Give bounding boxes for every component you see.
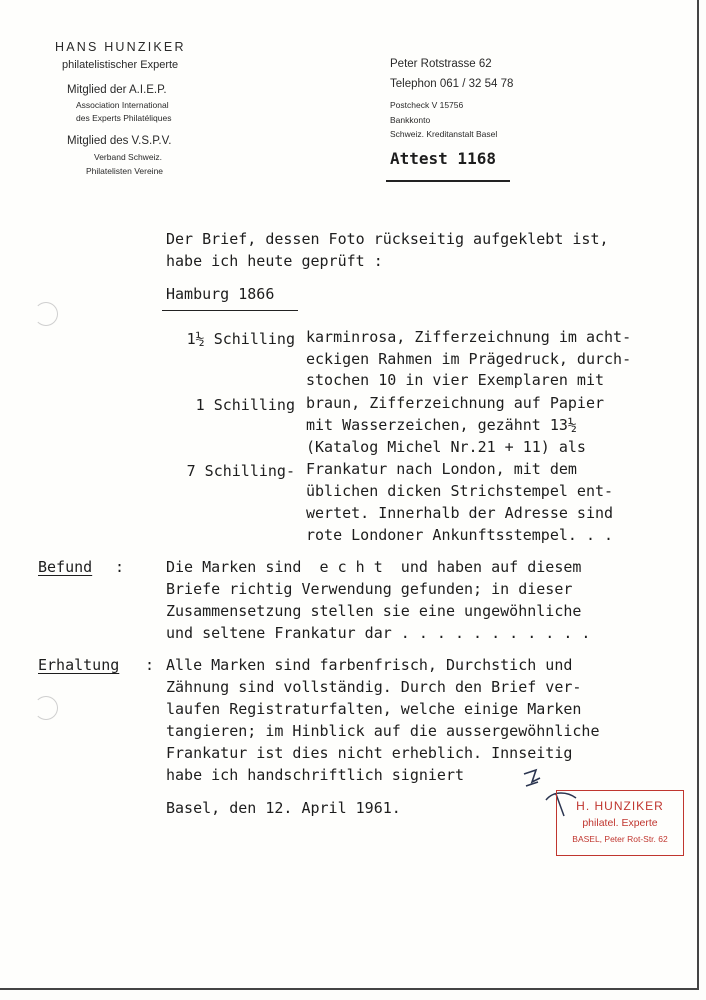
stamp-1-label: 1½ Schilling bbox=[186, 330, 295, 348]
erhaltung-line-6: habe ich handschriftlich signiert bbox=[166, 766, 465, 784]
contact-bank-label: Bankkonto bbox=[390, 115, 431, 125]
befund-line-1: Die Marken sind e c h t und haben auf diesem bbox=[166, 558, 582, 576]
date-line: Basel, den 12. April 1961. bbox=[166, 799, 401, 817]
attest-underline bbox=[386, 180, 510, 182]
stamp-3-line-2: üblichen dicken Strichstempel ent- bbox=[306, 482, 614, 500]
punch-hole-bottom bbox=[34, 696, 58, 720]
membership-vspv-sub1: Verband Schweiz. bbox=[94, 152, 163, 162]
expert-stamp bbox=[556, 790, 684, 856]
letterhead-name: HANS HUNZIKER bbox=[55, 40, 186, 54]
erhaltung-line-3: laufen Registraturfalten, welche einige Marken bbox=[166, 700, 582, 718]
stamp-1-line-3: stochen 10 in vier Exemplaren mit bbox=[306, 371, 605, 389]
erhaltung-label: Erhaltung bbox=[38, 656, 120, 674]
contact-phone: Telephon 061 / 32 54 78 bbox=[390, 78, 514, 90]
subject-title: Hamburg 1866 bbox=[166, 285, 275, 303]
membership-aiep-sub2: des Experts Philatéliques bbox=[76, 113, 172, 123]
contact-address: Peter Rotstrasse 62 bbox=[390, 58, 492, 70]
erhaltung-line-4: tangieren; im Hinblick auf die aussergewöhnliche bbox=[166, 722, 600, 740]
intro-line-1: Der Brief, dessen Foto rückseitig aufgeklebt ist, bbox=[166, 230, 609, 248]
stamp-3-line-1: Frankatur nach London, mit dem bbox=[306, 460, 577, 478]
befund-colon: : bbox=[115, 558, 125, 576]
membership-aiep: Mitglied der A.I.E.P. bbox=[67, 84, 167, 96]
contact-postcheck: Postcheck V 15756 bbox=[390, 100, 464, 110]
stamp-2-line-1: braun, Zifferzeichnung auf Papier bbox=[306, 394, 605, 412]
erhaltung-colon: : bbox=[145, 656, 155, 674]
stamp-2-line-3: (Katalog Michel Nr.21 + 11) als bbox=[306, 438, 586, 456]
stamp-line-3: BASEL, Peter Rot-Str. 62 bbox=[572, 834, 668, 844]
stamp-1-line-2: eckigen Rahmen im Prägedruck, durch- bbox=[306, 350, 632, 368]
stamp-1-line-1: karminrosa, Zifferzeichnung im acht- bbox=[306, 328, 632, 346]
befund-line-3: Zusammensetzung stellen sie eine ungewöhnliche bbox=[166, 602, 582, 620]
stamp-3-label: 7 Schilling- bbox=[186, 462, 295, 480]
punch-hole-top bbox=[34, 302, 58, 326]
erhaltung-line-2: Zähnung sind vollständig. Durch den Brief ver- bbox=[166, 678, 582, 696]
contact-bank: Schweiz. Kreditanstalt Basel bbox=[390, 129, 498, 139]
intro-line-2: habe ich heute geprüft : bbox=[166, 252, 383, 270]
befund-label: Befund bbox=[38, 558, 93, 576]
stamp-2-label: 1 Schilling bbox=[195, 396, 295, 414]
stamp-line-2: philatel. Experte bbox=[582, 817, 658, 829]
stamp-3-line-3: wertet. Innerhalb der Adresse sind bbox=[306, 504, 614, 522]
membership-vspv-sub2: Philatelisten Vereine bbox=[86, 166, 164, 176]
membership-aiep-sub1: Association International bbox=[76, 100, 169, 110]
befund-line-4: und seltene Frankatur dar . . . . . . . . . . . bbox=[166, 624, 591, 642]
attest-number: Attest 1168 bbox=[390, 149, 496, 168]
membership-vspv: Mitglied des V.S.P.V. bbox=[67, 135, 172, 147]
subject-underline bbox=[162, 310, 298, 311]
stamp-2-line-2: mit Wasserzeichen, gezähnt 13½ bbox=[306, 416, 577, 434]
erhaltung-line-1: Alle Marken sind farbenfrisch, Durchstich und bbox=[166, 656, 573, 674]
stamp-line-1: H. HUNZIKER bbox=[576, 799, 664, 813]
letterhead-subtitle: philatelistischer Experte bbox=[62, 59, 179, 71]
erhaltung-line-5: Frankatur ist dies nicht erheblich. Innseitig bbox=[166, 744, 573, 762]
befund-line-2: Briefe richtig Verwendung gefunden; in dieser bbox=[166, 580, 573, 598]
stamp-3-line-4: rote Londoner Ankunftsstempel. . . bbox=[306, 526, 614, 544]
